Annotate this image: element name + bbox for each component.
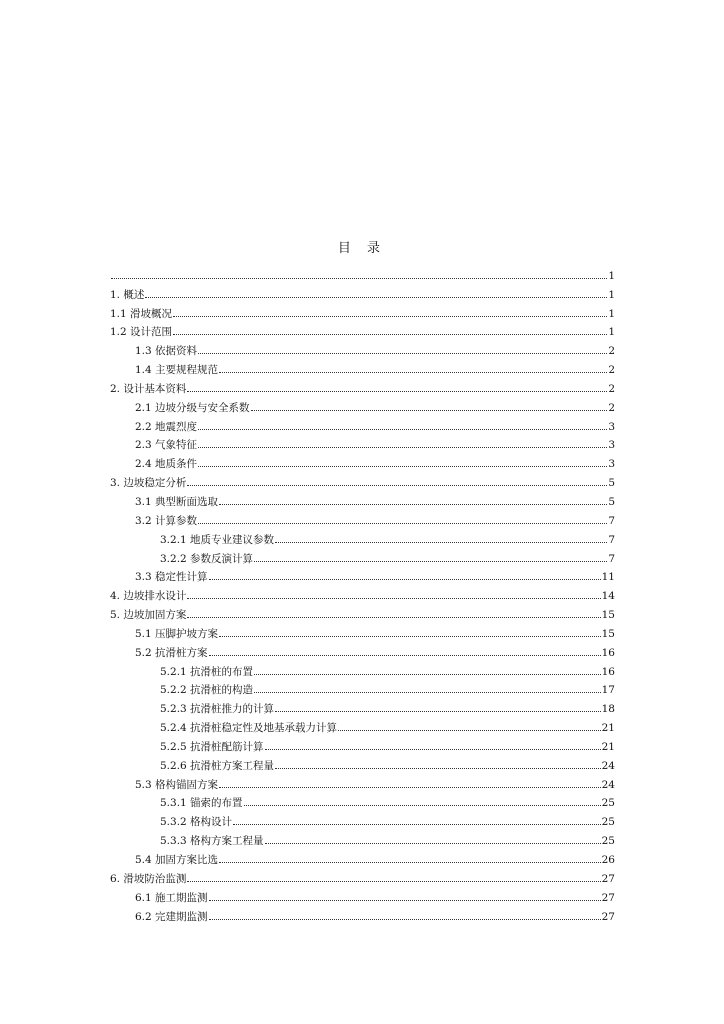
toc-entry-label: 6.2 完建期监测 bbox=[135, 910, 208, 923]
toc-entry[interactable] bbox=[110, 904, 615, 923]
toc-entry-label: 5.1 压脚护坡方案 bbox=[135, 627, 219, 640]
toc-entry-label: 3.3 稳定性计算 bbox=[135, 571, 208, 584]
dot-leader bbox=[187, 391, 607, 392]
dot-leader bbox=[244, 805, 601, 806]
toc-entry[interactable] bbox=[110, 433, 615, 452]
toc-entry-label: 5.3.3 格构方案工程量 bbox=[160, 835, 264, 848]
toc-entry[interactable] bbox=[110, 320, 615, 339]
toc-entry[interactable] bbox=[110, 791, 615, 810]
dot-leader bbox=[265, 843, 601, 844]
toc-entry-page-number: 17 bbox=[601, 684, 615, 697]
toc-list bbox=[110, 263, 615, 923]
toc-entry[interactable] bbox=[110, 282, 615, 301]
toc-entry-label: 2.1 边坡分级与安全系数 bbox=[135, 401, 250, 414]
toc-entry-label: 5.2.1 抗滑桩的布置 bbox=[160, 665, 254, 678]
toc-entry-label: 3.1 典型断面选取 bbox=[135, 495, 219, 508]
toc-entry-label: 5.3.1 锚索的布置 bbox=[160, 797, 243, 810]
toc-entry-label: 1.1 滑坡概况 bbox=[110, 307, 173, 320]
dot-leader bbox=[187, 598, 600, 599]
toc-entry-page-number: 2 bbox=[608, 382, 615, 395]
toc-entry-label: 5.2.4 抗滑桩稳定性及地基承载力计算 bbox=[160, 722, 338, 735]
toc-entry[interactable] bbox=[110, 885, 615, 904]
dot-leader bbox=[233, 824, 601, 825]
dot-leader bbox=[275, 711, 601, 712]
toc-entry-page-number: 11 bbox=[601, 571, 615, 584]
toc-entry-page-number: 1 bbox=[608, 269, 615, 282]
toc-entry[interactable] bbox=[110, 659, 615, 678]
dot-leader bbox=[111, 278, 607, 279]
toc-entry-page-number: 16 bbox=[601, 646, 615, 659]
toc-entry-label: 2.3 气象特征 bbox=[135, 439, 198, 452]
dot-leader bbox=[209, 579, 601, 580]
toc-entry-page-number: 14 bbox=[601, 590, 615, 603]
dot-leader bbox=[219, 787, 601, 788]
toc-entry-label: 3.2 计算参数 bbox=[135, 514, 198, 527]
toc-entry-page-number: 7 bbox=[608, 552, 615, 565]
toc-entry-label: 5.2 抗滑桩方案 bbox=[135, 646, 208, 659]
dot-leader bbox=[275, 542, 607, 543]
toc-entry-page-number: 1 bbox=[608, 307, 615, 320]
toc-entry[interactable] bbox=[110, 621, 615, 640]
toc-entry-page-number: 5 bbox=[608, 495, 615, 508]
toc-entry[interactable] bbox=[110, 414, 615, 433]
dot-leader bbox=[198, 429, 607, 430]
toc-entry-label: 1.2 设计范围 bbox=[110, 326, 173, 339]
dot-leader bbox=[187, 881, 600, 882]
toc-entry-page-number: 15 bbox=[601, 627, 615, 640]
toc-title: 目 录 bbox=[337, 241, 387, 256]
dot-leader bbox=[209, 900, 601, 901]
toc-entry-label: 5.2.2 抗滑桩的构造 bbox=[160, 684, 254, 697]
toc-entry[interactable] bbox=[110, 546, 615, 565]
toc-entry-page-number: 2 bbox=[608, 401, 615, 414]
toc-entry[interactable] bbox=[110, 451, 615, 470]
dot-leader bbox=[219, 372, 607, 373]
toc-entry-label: 5.3.2 格构设计 bbox=[160, 816, 233, 829]
dot-leader bbox=[198, 353, 607, 354]
toc-entry-label: 3. 边坡稳定分析 bbox=[110, 477, 187, 490]
toc-entry[interactable] bbox=[110, 678, 615, 697]
toc-entry-label: 3.2.1 地质专业建议参数 bbox=[160, 533, 275, 546]
dot-leader bbox=[219, 862, 601, 863]
toc-entry[interactable] bbox=[110, 602, 615, 621]
toc-entry-page-number: 3 bbox=[608, 420, 615, 433]
toc-entry-page-number: 15 bbox=[601, 609, 615, 622]
toc-entry-label: 4. 边坡排水设计 bbox=[110, 590, 187, 603]
dot-leader bbox=[187, 617, 600, 618]
dot-leader bbox=[265, 749, 601, 750]
toc-entry-page-number: 27 bbox=[601, 891, 615, 904]
toc-entry[interactable] bbox=[110, 734, 615, 753]
toc-entry-page-number: 26 bbox=[601, 854, 615, 866]
toc-entry-page-number: 1 bbox=[608, 326, 615, 339]
toc-entry[interactable] bbox=[110, 640, 615, 659]
toc-entry-page-number: 25 bbox=[601, 835, 615, 848]
toc-entry-page-number: 3 bbox=[608, 458, 615, 471]
dot-leader bbox=[275, 768, 601, 769]
toc-entry-page-number: 16 bbox=[601, 665, 615, 678]
toc-entry-page-number: 7 bbox=[608, 514, 615, 527]
toc-entry-label: 1. 概述 bbox=[110, 288, 145, 301]
toc-entry[interactable] bbox=[110, 847, 615, 866]
toc-entry-label: 5.4 加固方案比选 bbox=[135, 854, 219, 866]
toc-entry-page-number: 7 bbox=[608, 533, 615, 546]
toc-entry[interactable] bbox=[110, 376, 615, 395]
dot-leader bbox=[173, 316, 607, 317]
toc-entry-label: 5. 边坡加固方案 bbox=[110, 609, 187, 622]
toc-entry[interactable] bbox=[110, 470, 615, 489]
toc-entry-label: 3.2.2 参数反演计算 bbox=[160, 552, 254, 565]
toc-entry[interactable] bbox=[110, 357, 615, 376]
toc-entry-page-number: 5 bbox=[608, 477, 615, 490]
toc-entry-label: 5.3 格构锚固方案 bbox=[135, 778, 219, 791]
toc-entry[interactable] bbox=[110, 508, 615, 527]
toc-entry-label: 6. 滑坡防治监测 bbox=[110, 872, 187, 885]
dot-leader bbox=[198, 466, 607, 467]
toc-entry-page-number: 25 bbox=[601, 816, 615, 829]
toc-entry[interactable] bbox=[110, 696, 615, 715]
toc-entry[interactable] bbox=[110, 565, 615, 584]
toc-entry-page-number: 25 bbox=[601, 797, 615, 810]
toc-entry-label: 5.2.5 抗滑桩配筋计算 bbox=[160, 740, 264, 753]
toc-entry[interactable] bbox=[110, 715, 615, 734]
toc-entry-page-number: 1 bbox=[608, 288, 615, 301]
toc-entry[interactable] bbox=[110, 828, 615, 847]
toc-entry[interactable] bbox=[110, 301, 615, 320]
toc-entry[interactable] bbox=[110, 753, 615, 772]
toc-entry[interactable] bbox=[110, 772, 615, 791]
toc-entry-page-number: 2 bbox=[608, 345, 615, 358]
toc-entry[interactable] bbox=[110, 866, 615, 885]
toc-entry[interactable] bbox=[110, 583, 615, 602]
toc-entry-label: 1.3 依据资料 bbox=[135, 345, 198, 358]
toc-entry[interactable] bbox=[110, 527, 615, 546]
dot-leader bbox=[251, 410, 608, 411]
toc-entry[interactable] bbox=[110, 395, 615, 414]
toc-entry-page-number: 27 bbox=[601, 872, 615, 885]
toc-entry[interactable] bbox=[110, 489, 615, 508]
dot-leader bbox=[209, 919, 601, 920]
dot-leader bbox=[198, 447, 607, 448]
toc-entry-label: 2.2 地震烈度 bbox=[135, 420, 198, 433]
toc-entry-page-number: 24 bbox=[601, 778, 615, 791]
toc-entry-label: 1.4 主要规程规范 bbox=[135, 364, 219, 377]
toc-entry-page-number: 2 bbox=[608, 364, 615, 377]
dot-leader bbox=[145, 297, 607, 298]
toc-entry-label: 2. 设计基本资料 bbox=[110, 382, 187, 395]
dot-leader bbox=[254, 692, 601, 693]
dot-leader bbox=[254, 674, 601, 675]
dot-leader bbox=[173, 334, 607, 335]
toc-entry-page-number: 3 bbox=[608, 439, 615, 452]
dot-leader bbox=[338, 730, 601, 731]
dot-leader bbox=[209, 655, 601, 656]
toc-entry[interactable] bbox=[110, 338, 615, 357]
dot-leader bbox=[198, 523, 607, 524]
dot-leader bbox=[219, 636, 601, 637]
dot-leader bbox=[219, 504, 607, 505]
toc-entry-label: 5.2.6 抗滑桩方案工程量 bbox=[160, 759, 275, 772]
toc-entry-page-number: 24 bbox=[601, 759, 615, 772]
toc-entry[interactable] bbox=[110, 809, 615, 828]
toc-entry-label: 2.4 地质条件 bbox=[135, 458, 198, 471]
dot-leader bbox=[254, 561, 607, 562]
toc-entry-label: 6.1 施工期监测 bbox=[135, 891, 208, 904]
dot-leader bbox=[187, 485, 607, 486]
toc-entry-page-number: 21 bbox=[601, 722, 615, 735]
toc-entry-page-number: 27 bbox=[601, 910, 615, 923]
toc-entry-page-number: 18 bbox=[601, 703, 615, 716]
toc-entry-page-number: 21 bbox=[601, 740, 615, 753]
toc-entry-label: 5.2.3 抗滑桩推力的计算 bbox=[160, 703, 275, 716]
toc-entry[interactable] bbox=[110, 263, 615, 282]
